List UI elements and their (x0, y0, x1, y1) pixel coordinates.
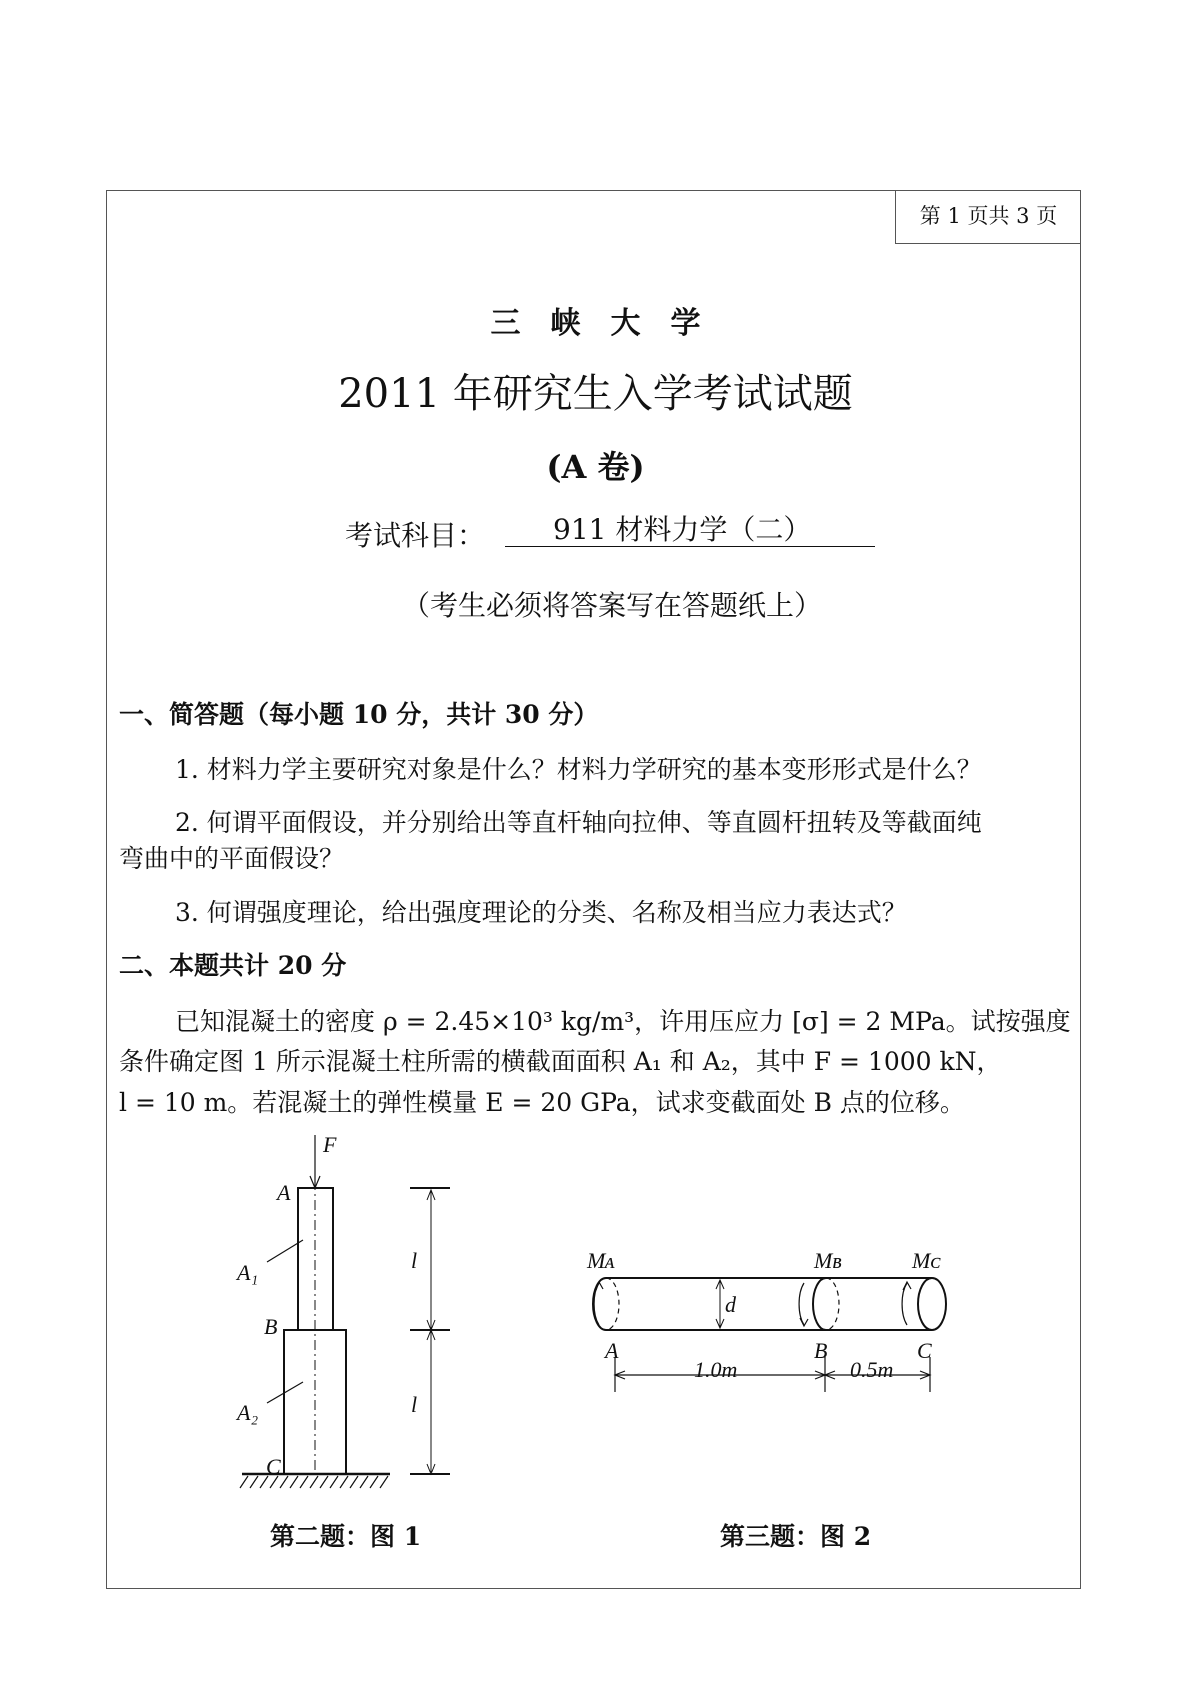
label-B: B (814, 1338, 828, 1363)
label-A: A (605, 1338, 619, 1363)
dim-AB: 1.0m (694, 1357, 738, 1382)
section-2-heading: 二、本题共计 20 分 (119, 951, 347, 980)
exam-title: 2011 年研究生入学考试试题 (338, 371, 853, 417)
label-MA: Mᴀ (587, 1248, 615, 1273)
subject-value: 911 材料力学（二） (505, 514, 875, 547)
university-name: 三 峡 大 学 (490, 306, 701, 341)
label-A1: A₁ (237, 1260, 259, 1285)
question-3: 3. 何谓强度理论，给出强度理论的分类、名称及相当应力表达式？ (175, 898, 907, 927)
question-1: 1. 材料力学主要研究对象是什么？材料力学研究的基本变形形式是什么？ (175, 755, 982, 784)
label-B: B (264, 1314, 278, 1339)
subject-label: 考试科目： (345, 519, 486, 552)
problem-2-line-2: 条件确定图 1 所示混凝土柱所需的横截面面积 A₁ 和 A₂，其中 F = 1000 kN， (119, 1047, 1002, 1076)
label-A: A (277, 1180, 291, 1205)
dim-BC: 0.5m (850, 1357, 894, 1382)
question-2-cont: 弯曲中的平面假设？ (119, 844, 345, 873)
label-d: d (725, 1292, 736, 1317)
figure-2-caption: 第三题：图 2 (720, 1522, 872, 1551)
notice: （考生必须将答案写在答题纸上） (402, 589, 823, 622)
label-F: F (323, 1132, 337, 1157)
problem-2-line-3: l = 10 m。若混凝土的弹性模量 E = 20 GPa，试求变截面处 B 点的位移。 (119, 1088, 965, 1117)
paper-version: (A 卷) (546, 448, 645, 486)
label-l-lower: l (411, 1392, 418, 1417)
label-MC: Mᴄ (912, 1248, 941, 1273)
section-1-heading: 一、简答题（每小题 10 分，共计 30 分） (119, 700, 599, 729)
label-C: C (917, 1338, 932, 1363)
label-A2: A₂ (237, 1400, 259, 1425)
label-C: C (266, 1454, 281, 1479)
page-indicator: 第 1 页共 3 页 (895, 190, 1081, 244)
figure-1-column (240, 1135, 450, 1488)
label-MB: Mʙ (814, 1248, 842, 1273)
problem-2-line-1: 已知混凝土的密度 ρ = 2.45×10³ kg/m³，许用压应力 [σ] = 2 MPa。试按强度 (175, 1007, 1071, 1036)
question-2: 2. 何谓平面假设，并分别给出等直杆轴向拉伸、等直圆杆扭转及等截面纯 (175, 808, 982, 837)
figure-1-caption: 第二题：图 1 (270, 1522, 422, 1551)
label-l-upper: l (411, 1248, 418, 1273)
